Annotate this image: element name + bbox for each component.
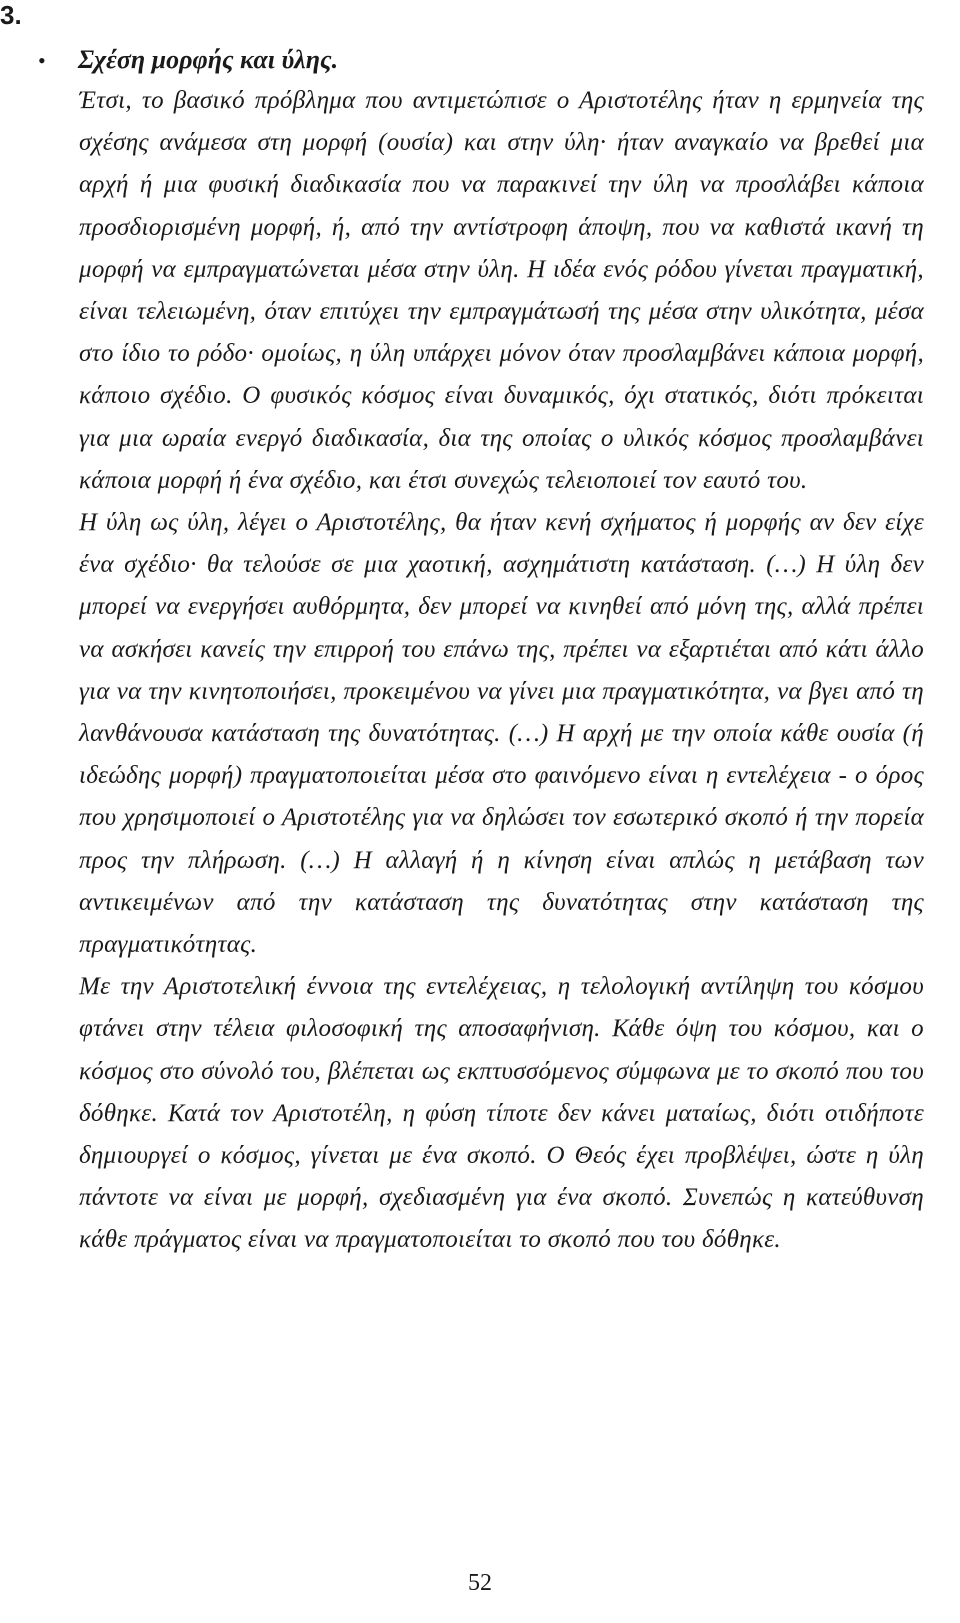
paragraph-2: Η ύλη ως ύλη, λέγει ο Αριστοτέλης, θα ήταν κενή σχήματος ή μορφής αν δεν είχε ένα σχέδιο· θα τελούσε σε μια χαοτική, ασχημάτιστη κατάσταση. (…) Η ύλη δεν μπορεί να ενεργήσει αυθόρμητα, δεν μπορεί να κινηθεί από μόνη της, αλλά πρέπει να ασκήσει κανείς την επιρροή του επάνω της, πρέπει να εξαρτιέται από κάτι άλλο για να την κινητοποιήσει, προκειμένου να γίνει μια πραγματικότητα, να βγει από τη λανθάνουσα κατάσταση της δυνατότητας. (…) Η αρχή με την οποία κάθε ουσία (ή ιδεώδης μορφή) πραγματοποιείται μέσα στο φαινόμενο είναι η εντελέχεια - ο όρος που χρησιμοποιεί ο Αριστοτέλης για να δηλώσει τον εσωτερικό σκοπό ή την πορεία προς την πλήρωση. (…) Η αλλαγή ή η κίνηση είναι απλώς η μετάβαση των αντικειμένων από την κατάσταση της δυνατότητας στην κατάσταση της πραγματικότητας. [79,509,924,959]
page-number: 52 [468,1570,492,1596]
section-heading [38,42,338,79]
section-heading-text: Σχέση μορφής και ύλης. [78,45,339,74]
paragraph-1: Έτσι, το βασικό πρόβλημα που αντιμετώπισε ο Αριστοτέλης ήταν η ερμηνεία της σχέσης ανάμεσα στη μορφή (ουσία) και στην ύλη· ήταν αναγκαίο να βρεθεί μια αρχή ή μια φυσική διαδικασία που να παρακινεί την ύλη να προσλάβει κάποια προσδιορισμένη μορφή, ή, από την αντίστροφη άποψη, που να καθιστά ικανή τη μορφή να εμπραγματώνεται μέσα στην ύλη. Η ιδέα ενός ρόδου γίνεται πραγματική, είναι τελειωμένη, όταν επιτύχει την εμπραγμάτωσή της μέσα στην υλικότητα, μέσα στο ίδιο το ρόδο· ομοίως, η ύλη υπάρχει μόνον όταν προσλαμβάνει κάποια μορφή, κάποιο σχέδιο. Ο φυσικός κόσμος είναι δυναμικός, όχι στατικός, διότι πρόκειται για μια ωραία ενεργό διαδικασία, δια της οποίας ο υλικός κόσμος προσλαμβάνει κάποια μορφή ή ένα σχέδιο, και έτσι συνεχώς τελειοποιεί τον εαυτό του. [79,87,924,494]
paragraph-3: Με την Αριστοτελική έννοια της εντελέχειας, η τελολογική αντίληψη του κόσμου φτάνει στην τέλεια φιλοσοφική της αποσαφήνιση. Κάθε όψη του κόσμου, και ο κόσμος στο σύνολό του, βλέπεται ως εκπτυσσόμενος σύμφωνα με το σκοπό που του δόθηκε. Κατά τον Αριστοτέλη, η φύση τίποτε δεν κάνει ματαίως, διότι οτιδήποτε δημιουργεί ο κόσμος, γίνεται με ένα σκοπό. Ο Θεός έχει προβλέψει, ώστε η ύλη πάντοτε να είναι με μορφή, σχεδιασμένη για ένα σκοπό. Συνεπώς η κατεύθυνση κάθε πράγματος είναι να πραγματοποιείται το σκοπό που του δόθηκε. [79,973,924,1254]
body-text [79,80,924,1262]
section-number: 3. [0,0,22,30]
bullet-icon: • [38,48,46,73]
